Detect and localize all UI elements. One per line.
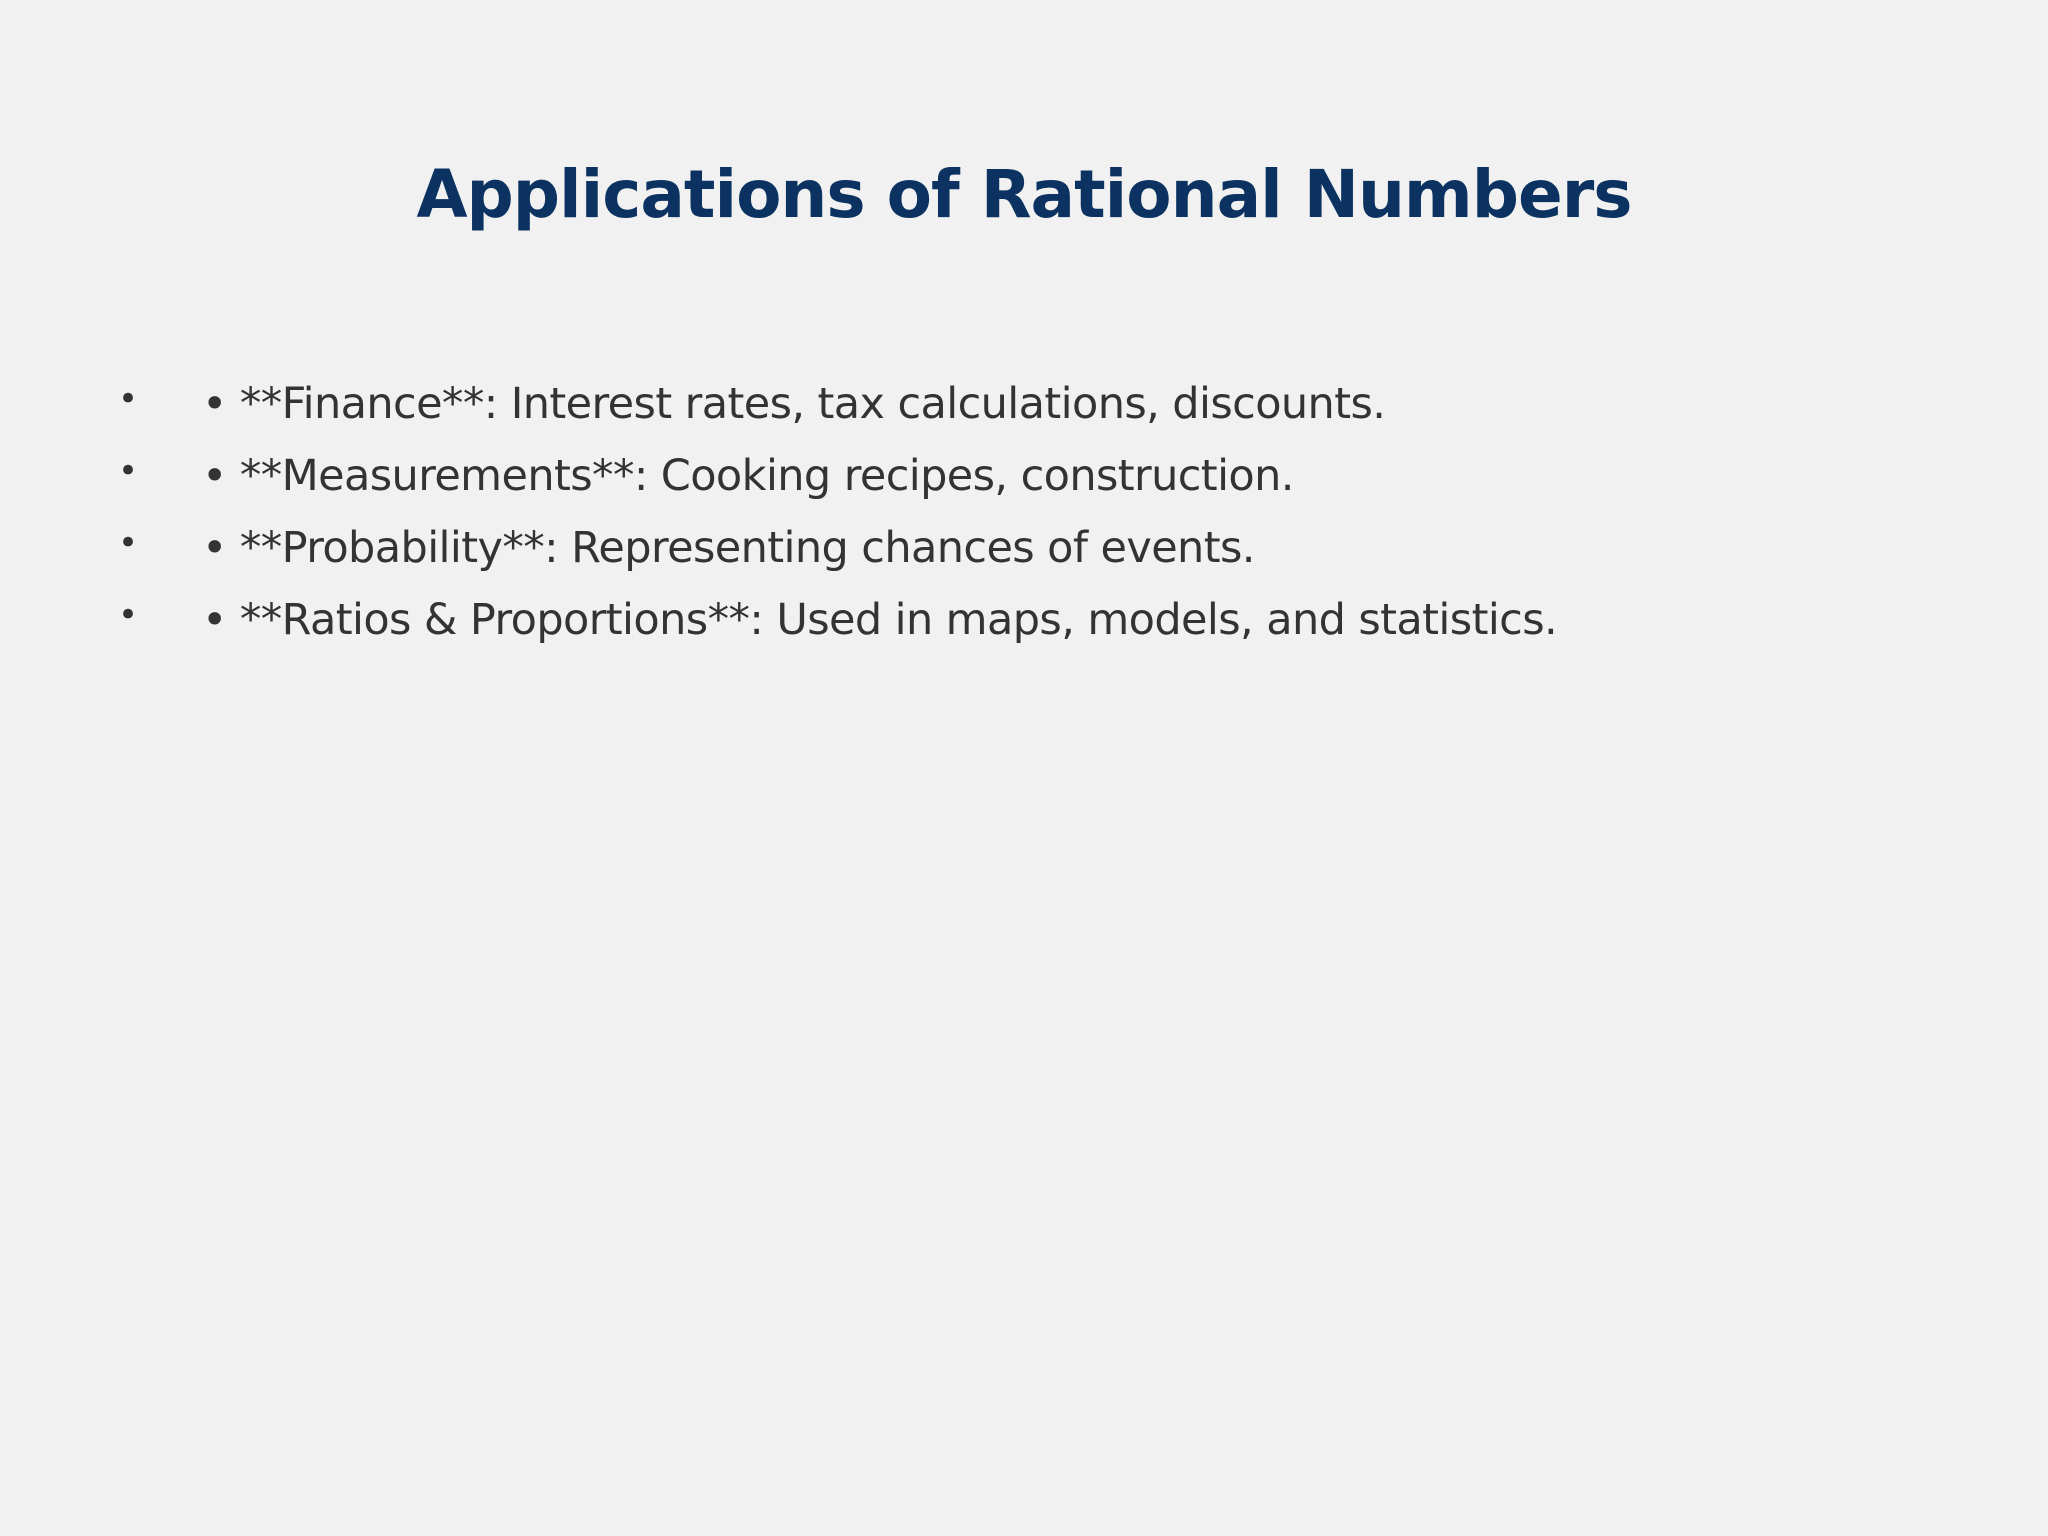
list-item-text: • **Finance**: Interest rates, tax calculations, discounts. — [202, 379, 1386, 429]
list-item-text: • **Measurements**: Cooking recipes, construction. — [202, 451, 1294, 501]
list-item — [118, 440, 1958, 512]
list-item-text: • **Ratios & Proportions**: Used in maps, models, and statistics. — [202, 595, 1558, 645]
slide-title: Applications of Rational Numbers — [416, 156, 1632, 233]
bullet-icon: • — [118, 451, 139, 491]
bullet-icon: • — [118, 379, 139, 419]
list-item — [118, 512, 1958, 584]
list-item — [118, 584, 1958, 656]
bullet-list — [118, 368, 1958, 656]
list-item-text: • **Probability**: Representing chances of events. — [202, 523, 1255, 573]
bullet-icon: • — [118, 523, 139, 563]
bullet-icon: • — [118, 595, 139, 635]
list-item — [118, 368, 1958, 440]
